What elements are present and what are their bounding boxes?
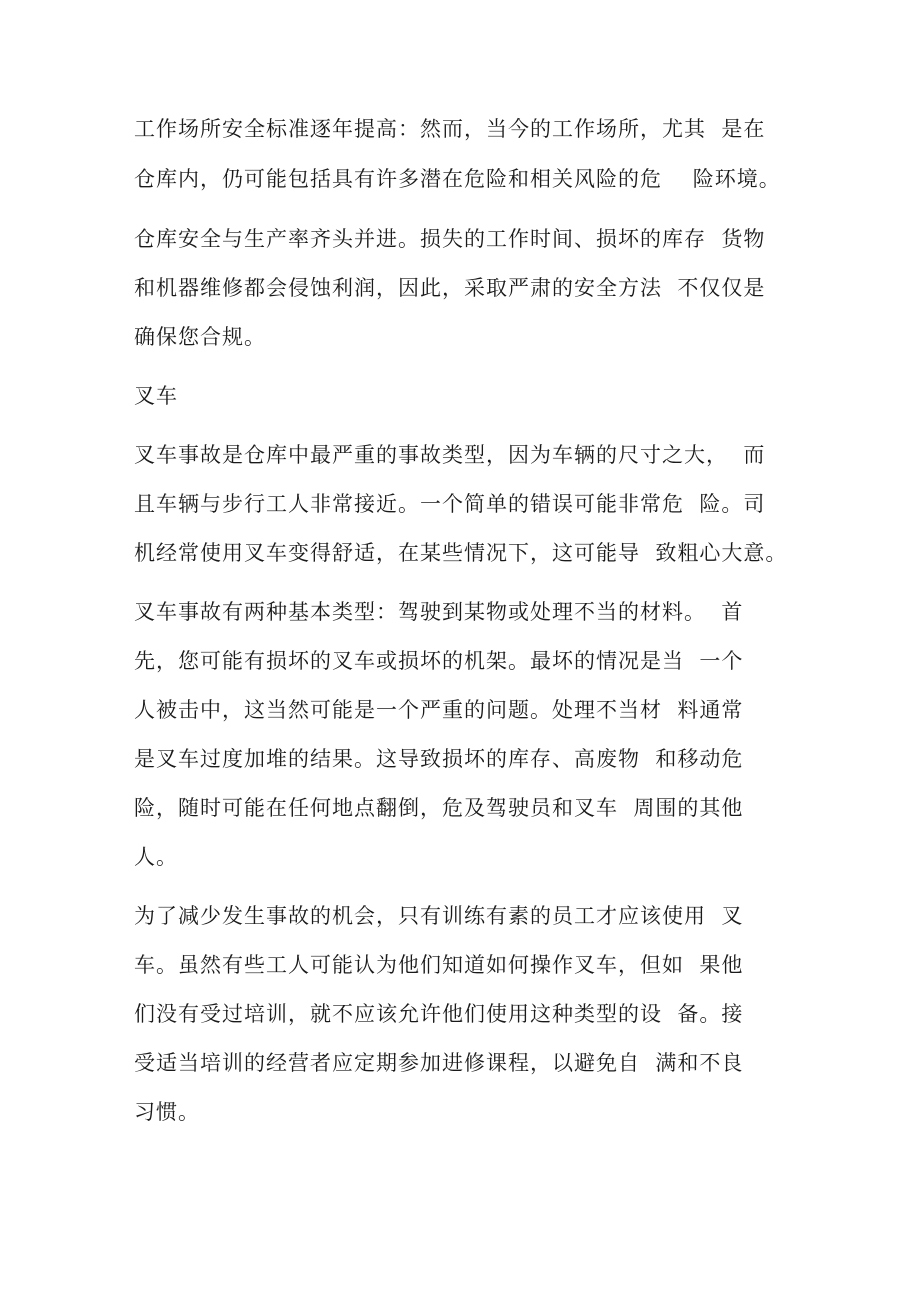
paragraph-training-line-1: 为了减少发生事故的机会，只有训练有素的员工才应该使用 叉 bbox=[134, 904, 744, 928]
paragraph-productivity-line-2: 和机器维修都会侵蚀利润，因此，采取严肃的安全方法 不仅仅是 bbox=[134, 276, 766, 300]
paragraph-forklift-accidents-line-2: 且车辆与步行工人非常接近。一个简单的错误可能非常危 险。司 bbox=[134, 492, 766, 516]
section-heading-forklift: 叉车 bbox=[134, 384, 178, 408]
paragraph-productivity-line-1: 仓库安全与生产率齐头并进。损失的工作时间、损坏的库存 货物 bbox=[134, 227, 766, 251]
paragraph-productivity-line-3: 确保您合规。 bbox=[134, 325, 266, 349]
paragraph-forklift-types-line-4: 是叉车过度加堆的结果。这导致损坏的库存、高废物 和移动危 bbox=[134, 747, 744, 771]
paragraph-intro-line-1: 工作场所安全标准逐年提高：然而，当今的工作场所，尤其 是在 bbox=[134, 117, 766, 141]
paragraph-forklift-accidents-line-1: 叉车事故是仓库中最严重的事故类型，因为车辆的尺寸之大， 而 bbox=[134, 443, 766, 467]
paragraph-forklift-accidents-line-3: 机经常使用叉车变得舒适，在某些情况下，这可能导 致粗心大意。 bbox=[134, 541, 788, 565]
paragraph-intro-line-2: 仓库内，仍可能包括具有许多潜在危险和相关风险的危 险环境。 bbox=[134, 167, 781, 191]
paragraph-forklift-types-line-5: 险，随时可能在任何地点翻倒，危及驾驶员和叉车 周围的其他 bbox=[134, 796, 744, 820]
paragraph-forklift-types-line-2: 先，您可能有损坏的叉车或损坏的机架。最坏的情况是当 一个 bbox=[134, 649, 744, 673]
paragraph-training-line-2: 车。虽然有些工人可能认为他们知道如何操作叉车，但如 果他 bbox=[134, 953, 744, 977]
paragraph-training-line-5: 习惯。 bbox=[134, 1100, 200, 1124]
paragraph-forklift-types-line-3: 人被击中，这当然可能是一个严重的问题。处理不当材 料通常 bbox=[134, 698, 744, 722]
paragraph-forklift-types-line-6: 人。 bbox=[134, 845, 178, 869]
paragraph-forklift-types-line-1: 叉车事故有两种基本类型：驾驶到某物或处理不当的材料。 首 bbox=[134, 600, 744, 624]
paragraph-training-line-4: 受适当培训的经营者应定期参加进修课程，以避免自 满和不良 bbox=[134, 1051, 744, 1075]
paragraph-training-line-3: 们没有受过培训，就不应该允许他们使用这种类型的设 备。接 bbox=[134, 1002, 744, 1026]
